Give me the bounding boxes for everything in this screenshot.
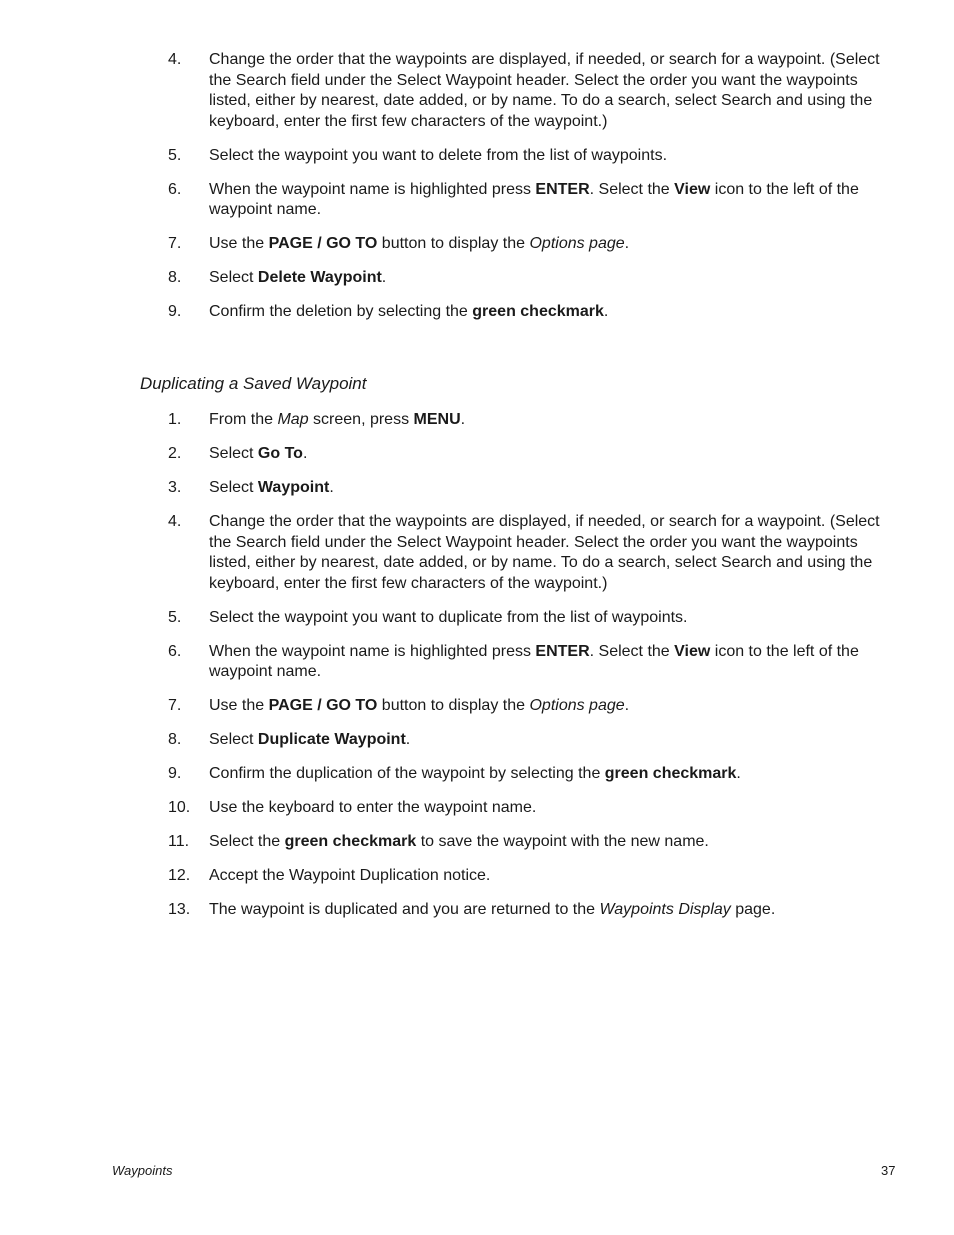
- step-text: [209, 513, 880, 592]
- step-text: [209, 411, 465, 428]
- footer-section-name: Waypoints: [112, 1163, 173, 1178]
- list-item: [0, 642, 954, 683]
- step-number: 13.: [168, 901, 191, 918]
- bold-term: green checkmark: [284, 833, 417, 850]
- text-run: . Select the: [589, 642, 675, 660]
- list-item: [0, 730, 954, 751]
- text-run: Select: [209, 479, 258, 496]
- footer-page-number: 37: [881, 1163, 896, 1178]
- step-text: [209, 269, 386, 286]
- text-run: page.: [730, 901, 776, 918]
- list-item: [0, 764, 954, 785]
- list-item: [0, 900, 954, 921]
- list-item: [0, 832, 954, 853]
- bold-term: View: [674, 642, 711, 660]
- list-item: [0, 866, 954, 887]
- step-text: [209, 181, 859, 219]
- bold-term: ENTER: [535, 180, 590, 198]
- text-run: .: [736, 765, 741, 782]
- bold-term: View: [674, 180, 711, 198]
- list-item: [0, 798, 954, 819]
- step-number: 6.: [168, 180, 182, 198]
- italic-term: Options page: [529, 235, 625, 252]
- step-text: [209, 479, 334, 496]
- step-number: 11.: [168, 833, 190, 850]
- step-text: [209, 643, 859, 681]
- text-run: Confirm the duplication of the waypoint by selecting the: [209, 765, 605, 782]
- step-number: 5.: [168, 608, 182, 626]
- text-run: Select the: [209, 833, 285, 850]
- bold-term: PAGE / GO TO: [268, 697, 378, 714]
- list-item: [0, 302, 954, 323]
- italic-term: Map: [277, 411, 309, 428]
- step-text: [209, 609, 687, 626]
- duplicate-waypoint-steps-list: [0, 410, 954, 934]
- step-text: [209, 901, 775, 918]
- text-run: .: [302, 445, 308, 462]
- list-item: [0, 180, 954, 221]
- text-run: .: [624, 697, 630, 714]
- step-text: [209, 147, 667, 164]
- step-text: [209, 765, 741, 782]
- text-run: Select the waypoint you want to duplicate from the list of waypoints.: [209, 608, 688, 626]
- list-item: [0, 50, 954, 132]
- bold-term: Delete Waypoint: [257, 269, 382, 286]
- step-text: [209, 833, 709, 850]
- step-number: 5.: [168, 146, 182, 164]
- step-text: [209, 303, 608, 320]
- text-run: Select: [209, 731, 258, 748]
- list-item: [0, 410, 954, 431]
- text-run: . Select the: [589, 180, 675, 198]
- text-run: .: [405, 731, 411, 748]
- step-number: 4.: [168, 51, 182, 68]
- text-run: .: [460, 411, 466, 428]
- text-run: .: [603, 303, 609, 320]
- step-text: [209, 799, 536, 816]
- italic-term: Waypoints Display: [599, 901, 731, 918]
- step-text: [209, 867, 490, 884]
- text-run: When the waypoint name is highlighted press: [209, 642, 536, 660]
- text-run: Accept the Waypoint Duplication notice.: [209, 867, 491, 884]
- text-run: Use the keyboard to enter the waypoint name.: [209, 799, 537, 816]
- step-text: [209, 445, 307, 462]
- text-run: Select: [209, 445, 258, 462]
- text-run: The waypoint is duplicated and you are returned to the: [209, 901, 600, 918]
- bold-term: Duplicate Waypoint: [257, 731, 406, 748]
- list-item: [0, 268, 954, 289]
- text-run: Change the order that the waypoints are displayed, if needed, or search for a waypoint. (Select the Search field under the Select Waypoint header. Select the order you want the waypoints listed, either by nearest, date added, or by name. To do a search, select Search and using the keyboard, enter the first few characters of the waypoint.): [209, 513, 880, 592]
- bold-term: green checkmark: [472, 303, 604, 320]
- text-run: Select: [209, 269, 258, 286]
- text-run: Change the order that the waypoints are displayed, if needed, or search for a waypoint. (Select the Search field under the Select Waypoint header. Select the order you want the waypoints listed, either by nearest, date added, or by name. To do a search, select Search and using the keyboard, enter the first few characters of the waypoint.): [209, 51, 880, 130]
- step-number: 6.: [168, 642, 182, 660]
- bold-term: Go To: [257, 445, 303, 462]
- text-run: icon to the left of the waypoint name.: [209, 642, 859, 680]
- text-run: .: [329, 479, 334, 496]
- step-number: 12.: [168, 867, 191, 884]
- text-run: screen, press: [308, 411, 414, 428]
- step-number: 8.: [168, 269, 182, 286]
- list-item: [0, 608, 954, 629]
- bold-term: PAGE / GO TO: [268, 235, 378, 252]
- list-item: [0, 512, 954, 594]
- step-number: 2.: [168, 445, 182, 462]
- text-run: button to display the: [377, 235, 530, 252]
- step-text: [209, 235, 629, 252]
- bold-term: Waypoint: [257, 479, 330, 496]
- step-text: [209, 51, 880, 130]
- list-item: [0, 696, 954, 717]
- section-heading: Duplicating a Saved Waypoint: [140, 374, 367, 393]
- step-number: 3.: [168, 479, 182, 496]
- text-run: When the waypoint name is highlighted press: [209, 180, 536, 198]
- italic-term: Options page: [529, 697, 625, 714]
- step-number: 9.: [168, 765, 182, 782]
- text-run: to save the waypoint with the new name.: [416, 833, 709, 850]
- step-number: 1.: [168, 411, 182, 428]
- list-item: [0, 444, 954, 465]
- text-run: Use the: [209, 235, 269, 252]
- bold-term: ENTER: [535, 642, 590, 660]
- text-run: From the: [209, 411, 278, 428]
- step-number: 7.: [168, 697, 182, 714]
- list-item: [0, 478, 954, 499]
- step-number: 4.: [168, 513, 182, 530]
- step-number: 10.: [168, 799, 191, 816]
- step-number: 8.: [168, 731, 182, 748]
- list-item: [0, 146, 954, 167]
- step-number: 7.: [168, 235, 182, 252]
- text-run: icon to the left of the waypoint name.: [209, 180, 859, 218]
- step-text: [209, 697, 629, 714]
- step-number: 9.: [168, 303, 182, 320]
- text-run: .: [624, 235, 630, 252]
- bold-term: MENU: [413, 411, 461, 428]
- text-run: button to display the: [377, 697, 530, 714]
- list-item: [0, 234, 954, 255]
- text-run: Confirm the deletion by selecting the: [209, 303, 473, 320]
- text-run: Select the waypoint you want to delete from the list of waypoints.: [209, 146, 668, 164]
- text-run: Use the: [209, 697, 269, 714]
- delete-waypoint-steps-list: [0, 50, 954, 336]
- step-text: [209, 731, 410, 748]
- bold-term: green checkmark: [604, 765, 737, 782]
- text-run: .: [381, 269, 387, 286]
